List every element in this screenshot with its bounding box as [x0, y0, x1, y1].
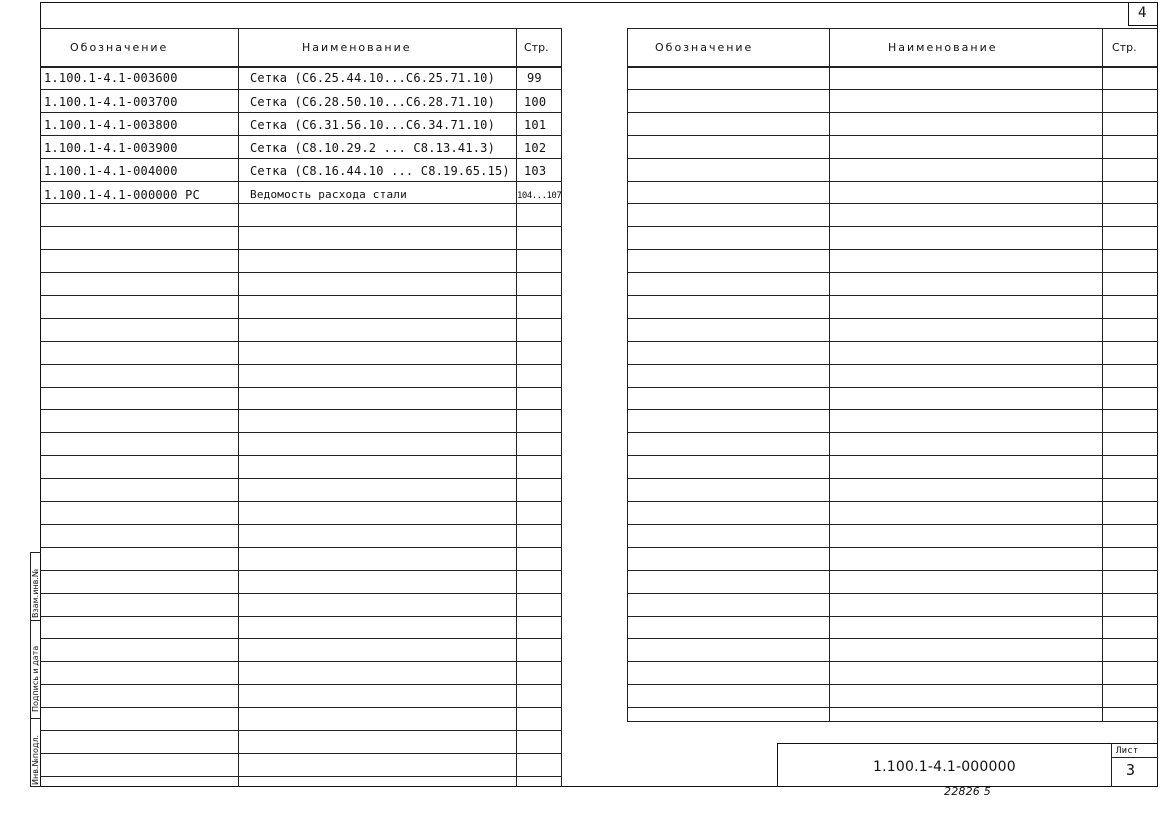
- right-row-line: [627, 638, 1158, 639]
- right-header-page: Стр.: [1112, 41, 1137, 54]
- left-table-top: [40, 28, 561, 29]
- right-row-line: [627, 432, 1158, 433]
- left-row-line: [40, 593, 561, 594]
- left-row-line: [40, 409, 561, 410]
- left-row-line: [40, 455, 561, 456]
- right-row-line: [627, 593, 1158, 594]
- right-row-line: [627, 387, 1158, 388]
- right-row-line: [627, 295, 1158, 296]
- left-row-line: [40, 364, 561, 365]
- corner-sheet-number: 4: [1138, 5, 1147, 21]
- title-block-divider: [1111, 743, 1112, 787]
- left-header-bottom: [40, 66, 561, 68]
- right-row-line: [627, 364, 1158, 365]
- left-table-right-border: [561, 28, 562, 787]
- right-row-line: [627, 455, 1158, 456]
- left-row-1-designation: 1.100.1-4.1-003600: [44, 71, 178, 85]
- right-table-top: [627, 28, 1158, 29]
- left-row-1-name: Сетка (С6.25.44.10...С6.25.71.10): [250, 71, 496, 85]
- left-row-5-designation: 1.100.1-4.1-004000: [44, 164, 178, 178]
- right-row-line: [627, 570, 1158, 571]
- left-row-4-designation: 1.100.1-4.1-003900: [44, 141, 178, 155]
- left-row-line: [40, 753, 561, 754]
- side-stamp-inv-orig: Инв.№подл.: [31, 734, 40, 785]
- left-row-line: [40, 661, 561, 662]
- right-row-line: [627, 501, 1158, 502]
- left-row-line: [40, 684, 561, 685]
- right-row-line: [627, 181, 1158, 182]
- right-row-line: [627, 203, 1158, 204]
- right-row-line: [627, 112, 1158, 113]
- left-row-line: [40, 295, 561, 296]
- left-row-3-page: 101: [524, 118, 547, 132]
- left-row-line: [40, 158, 561, 159]
- right-table-bottom: [627, 721, 1158, 722]
- right-header-designation: Обозначение: [655, 41, 754, 54]
- left-row-line: [40, 638, 561, 639]
- left-row-line: [40, 776, 561, 777]
- left-row-line: [40, 524, 561, 525]
- left-header-name: Наименование: [302, 41, 412, 54]
- right-col-divider-1: [829, 28, 830, 722]
- sheet-label: Лист: [1116, 746, 1139, 756]
- right-header-bottom: [627, 66, 1158, 68]
- left-row-3-name: Сетка (С6.31.56.10...С6.34.71.10): [250, 118, 496, 132]
- document-code: 1.100.1-4.1-000000: [873, 759, 1016, 775]
- right-row-line: [627, 478, 1158, 479]
- right-row-line: [627, 318, 1158, 319]
- left-row-line: [40, 135, 561, 136]
- left-row-line: [40, 547, 561, 548]
- footer-number: 22826 5: [944, 785, 991, 798]
- left-row-line: [40, 226, 561, 227]
- left-row-line: [40, 181, 561, 182]
- right-row-line: [627, 249, 1158, 250]
- left-row-line: [40, 341, 561, 342]
- left-row-line: [40, 501, 561, 502]
- left-row-2-designation: 1.100.1-4.1-003700: [44, 95, 178, 109]
- left-row-line: [40, 249, 561, 250]
- right-table-left-border: [627, 28, 628, 722]
- left-row-line: [40, 318, 561, 319]
- left-row-6-designation: 1.100.1-4.1-000000 РС: [44, 188, 200, 202]
- sheet-number: 3: [1126, 761, 1136, 779]
- left-row-3-designation: 1.100.1-4.1-003800: [44, 118, 178, 132]
- side-stamp-divider-2: [30, 718, 41, 719]
- right-row-line: [627, 135, 1158, 136]
- right-row-line: [627, 524, 1158, 525]
- right-row-line: [627, 272, 1158, 273]
- left-row-6-name: Ведомость расхода стали: [250, 188, 407, 201]
- left-row-line: [40, 272, 561, 273]
- left-row-line: [40, 570, 561, 571]
- side-stamp-replace: Взам.инв.№: [31, 568, 40, 618]
- right-row-line: [627, 547, 1158, 548]
- left-row-line: [40, 707, 561, 708]
- left-row-line: [40, 112, 561, 113]
- page-frame: [40, 2, 1158, 787]
- left-row-line: [40, 730, 561, 731]
- left-header-designation: Обозначение: [70, 41, 169, 54]
- left-row-6-page: 104...107: [517, 191, 562, 201]
- left-row-4-name: Сетка (С8.10.29.2 ... С8.13.41.3): [250, 141, 496, 155]
- left-row-2-name: Сетка (С6.28.50.10...С6.28.71.10): [250, 95, 496, 109]
- right-row-line: [627, 89, 1158, 90]
- left-row-line: [40, 478, 561, 479]
- left-col-divider-1: [238, 28, 239, 787]
- left-row-2-page: 100: [524, 95, 547, 109]
- right-row-line: [627, 409, 1158, 410]
- left-row-line: [40, 616, 561, 617]
- right-row-line: [627, 684, 1158, 685]
- right-col-divider-2: [1102, 28, 1103, 722]
- left-row-line: [40, 387, 561, 388]
- left-row-5-name: Сетка (С8.16.44.10 ... С8.19.65.15): [250, 164, 510, 178]
- right-row-line: [627, 341, 1158, 342]
- left-row-line: [40, 432, 561, 433]
- left-col-divider-2: [516, 28, 517, 787]
- left-row-4-page: 102: [524, 141, 547, 155]
- left-row-line: [40, 203, 561, 204]
- right-header-name: Наименование: [888, 41, 998, 54]
- left-row-line: [40, 89, 561, 90]
- right-row-line: [627, 158, 1158, 159]
- side-stamp-divider-1: [30, 620, 41, 621]
- side-stamp-sign-date: Подпись и дата: [31, 645, 40, 712]
- right-row-line: [627, 707, 1158, 708]
- right-row-line: [627, 226, 1158, 227]
- right-row-line: [627, 661, 1158, 662]
- left-row-5-page: 103: [524, 164, 547, 178]
- left-header-page: Стр.: [524, 41, 549, 54]
- left-row-1-page: 99: [527, 71, 542, 85]
- right-row-line: [627, 616, 1158, 617]
